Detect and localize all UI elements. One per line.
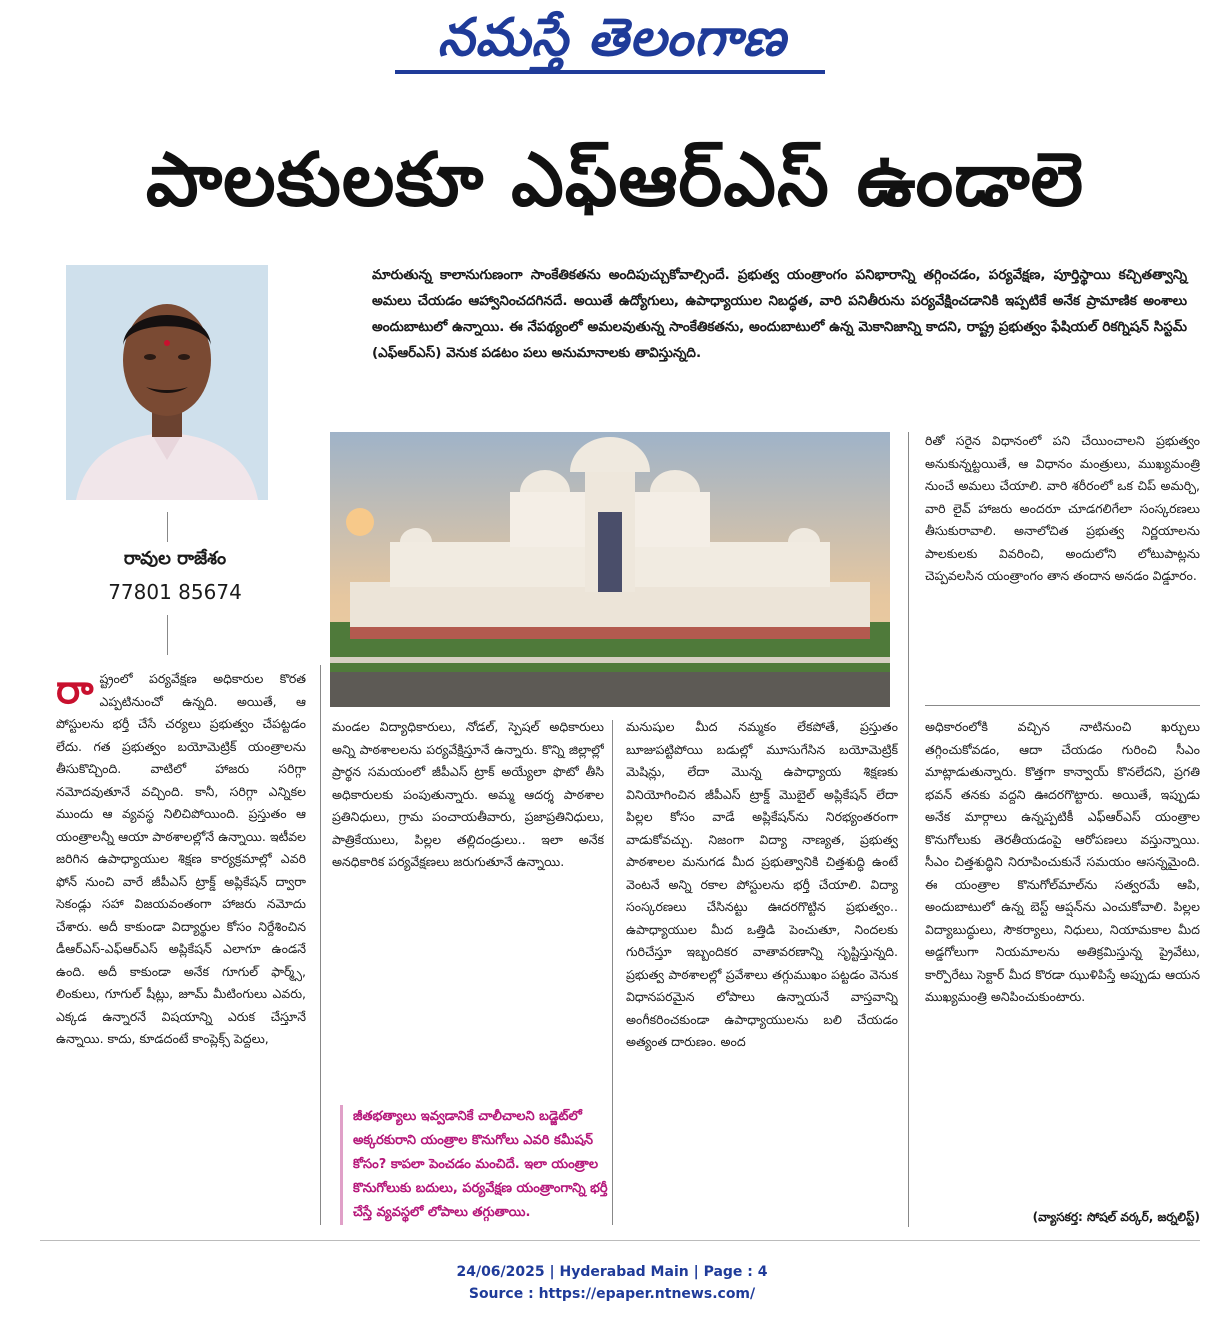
intro-paragraph: మారుతున్న కాలానుగుణంగా సాంకేతికతను అందిపుచ్చుకోవాల్సిందే. ప్రభుత్వ యంత్రాంగం పనిభారాన్ని తగ్గించడం, పర్యవేక్షణ, పూర్తిస్థాయి కచ్చితత్వాన్ని అమలు చేయడం ఆహ్వానించదగినదే. అయితే ఉద్యోగులు, ఉపాధ్యాయుల నిబద్ధత, వారి పనితీరును పర్యవేక్షించడానికి ఇప్పటికే అనేక ప్రామాణిక అంశాలు అందుబాటులో ఉన్నాయి. ఈ నేపథ్యంలో అమలవుతున్న సాంకేతికతను, అందుబాటులో ఉన్న మెకానిజాన్ని కాదని, రాష్ట్ర ప్రభుత్వం ఫేషియల్ రికగ్నిషన్ సిస్టమ్ (ఎఫ్‌ఆర్‌ఎస్) వెనుక పడటం పలు అనుమానాలకు తావిస్తున్నది. xyxy=(372,267,1187,361)
article-column-4-top: రితో సరైన విధానంలో పని చేయించాలని ప్రభుత్వం అనుకున్నట్టయితే, ఆ విధానం మంత్రులు, ముఖ్యమంత్రి నుంచే అమలు చేయాలి. వారి శరీరంలో ఒక చిప్ అమర్చి, వారి లైవ్ హాజరు అందరూ చూడగలిగేలా సంస్కరణలు తీసుకురావాలి. అనాలోచిత ప్రభుత్వ నిర్ణయాలను పాలకులకు వివరించి, అందులోని లోటుపాట్లను చెప్పవలసిన యంత్రాంగం తాన తందాన అనడం విడ్డూరం. xyxy=(925,433,1200,583)
masthead-logo: నమస్తే తెలంగాణ xyxy=(437,8,787,68)
footer-rule xyxy=(40,1240,1200,1241)
author-name: రావుల రాజేశం xyxy=(123,548,227,569)
pull-quote: జీతభత్యాలు ఇవ్వడానికే చాలీచాలని బడ్జెట్‌లో అక్కరకురాని యంత్రాల కొనుగోలు ఎవరి కమీషన్ కోసం? కాపలా పెంచడం మంచిదే. ఇలా యంత్రాల కొనుగోలుకు బదులు, పర్యవేక్షణ యంత్రాంగాన్ని భర్తీ చేస్తే వ్యవస్థలో లోపాలు తగ్గుతాయి. xyxy=(340,1105,615,1225)
article-headline: పాలకులకూ ఎఫ్‌ఆర్‌ఎస్ ఉండాలె xyxy=(145,137,1085,223)
article-column-1 xyxy=(56,668,306,1233)
author-phone: 77801 85674 xyxy=(108,580,242,604)
author-photo xyxy=(66,265,268,500)
masthead-underline xyxy=(395,70,825,74)
author-byline: (వ్యాసకర్త: సోషల్ వర్కర్, జర్నలిస్ట్) xyxy=(1032,1210,1200,1224)
author-divider-bottom xyxy=(167,615,168,655)
source-link[interactable]: Source : https://epaper.ntnews.com/ xyxy=(468,1286,756,1302)
article-column-4-bottom: అధికారంలోకి వచ్చిన నాటినుంచి ఖర్చులు తగ్గించుకోవడం, ఆదా చేయడం గురించి సీఎం మాట్లాడుతున్నారు. కొత్తగా కాన్వాయ్ కొనలేదని, ప్రగతి భవన్ తనకు వద్దని ఊదరగొట్టారు. అయితే, ఇప్పుడు అనేక మార్గాలు ఉన్నప్పటికీ ఎఫ్‌ఆర్‌ఎస్ యంత్రాల కొనుగోలుకు తెరతీయడంపై ఆరోపణలు వస్తున్నాయి. సీఎం చిత్తశుద్ధిని నిరూపించుకునే సమయం ఆసన్నమైంది. ఈ యంత్రాల కొనుగోల్‌మాల్‌ను సత్వరమే ఆపి, అందుబాటులో ఉన్న బెస్ట్ ఆప్షన్‌ను ఎంచుకోవాలి. పిల్లల విద్యాబుద్ధులు, సౌకర్యాలు, నిధులు, నియామకాల మీద అడ్డగోలుగా నియమాలను అతిక్రమిస్తున్న ప్రైవేటు, కార్పొరేటు సెక్టార్ మీద కొరడా ఝుళిపిస్తే అప్పుడు ఆయన ముఖ్యమంత్రి అనిపించుకుంటారు. xyxy=(925,719,1200,1004)
author-divider-top xyxy=(167,512,168,542)
article-column-2: మండల విద్యాధికారులు, నోడల్, స్పెషల్ అధికారులు అన్ని పాఠశాలలను పర్యవేక్షిస్తూనే ఉన్నారు. కొన్ని జిల్లాల్లో ప్రార్థన సమయంలో జీపీఎస్ ట్రాక్ అయ్యేలా ఫొటో తీసి అధికారులకు పంపుతున్నారు. అమ్మ ఆదర్శ పాఠశాల ప్రతినిధులు, గ్రామ పంచాయతీవారు, ప్రజాప్రతినిధులు, పాత్రికేయులు, పిల్లల తల్లిదండ్రులు.. ఇలా అనేక అనధికారిక పర్యవేక్షణలు జరుగుతూనే ఉన్నాయి. xyxy=(332,719,604,869)
column-1-text: ష్ట్రంలో పర్యవేక్షణ అధికారుల కొరత ఎప్పటినుంచో ఉన్నది. అయితే, ఆ పోస్టులను భర్తీ చేసే చర్యలు ప్రభుత్వం చేపట్టడం లేదు. గత ప్రభుత్వం బయోమెట్రిక్ యంత్రాలను తీసుకొచ్చింది. వాటిలో హాజరు సరిగ్గా నమోదవుతూనే వచ్చింది. కానీ, సరిగ్గా ఎన్నికల ముందు ఆ వ్యవస్థ నిలిచిపోయింది. ప్రస్తుతం ఆ యంత్రాలన్నీ ఆయా పాఠశాలల్లోనే ఉన్నాయి. ఇటీవల జరిగిన ఉపాధ్యాయుల శిక్షణ కార్యక్రమాల్లో ఎవరి ఫోన్ నుంచి వారే జీపీఎస్ ట్రాక్డ్ అప్లికేషన్ ద్వారా సెకండ్లు సహా విజయవంతంగా హాజరు నమోదు చేశారు. అదీ కాకుండా విద్యార్థుల కోసం నిర్దేశించిన డీఆర్‌ఎస్-ఎఫ్‌ఆర్‌ఎస్ అప్లికేషన్ ఎలాగూ ఉండనే ఉంది. అదీ కాకుండా అనేక గూగుల్ ఫార్మ్స్, లింకులు, గూగుల్ షీట్లు, జూమ్ మీటింగులు ఎవరు, ఎక్కడ ఉన్నారనే విషయాన్ని ఎరుక చేస్తూనే ఉన్నాయి. కాదు, కూడదంటే కాంప్లెక్స్ పెద్దలు, xyxy=(56,671,306,1046)
article-column-3: మనుషుల మీద నమ్మకం లేకపోతే, ప్రస్తుతం బూజుపట్టిపోయి బడుల్లో మూసుగేసిన బయోమెట్రిక్ మెషిన్లు, లేదా మొన్న ఉపాధ్యాయ శిక్షణకు వినియోగించిన జీపీఎస్ ట్రాక్డ్ మొబైల్ అప్లికేషన్ లేదా పిల్లల కోసం వాడే అప్లికేషన్‌ను నిరభ్యంతరంగా వాడుకోవచ్చు. నిజంగా విద్యా నాణ్యత, ప్రభుత్వ పాఠశాలల మనుగడ మీద ప్రభుత్వానికి చిత్తశుద్ధి ఉంటే వెంటనే అన్ని రకాల పోస్టులను భర్తీ చేయాలి. విద్యా సంస్కరణలు చేసినట్టు ఊదరగొట్టిన ప్రభుత్వం.. ఉపాధ్యాయుల మీద ఒత్తిడి పెంచుతూ, నిందలకు గురిచేస్తూ ఇబ్బందికర వాతావరణాన్ని సృష్టిస్తున్నది. ప్రభుత్వ పాఠశాలల్లో ప్రవేశాలు తగ్గుముఖం పట్టడం వెనుక విధానపరమైన లోపాలు ఉన్నాయనే వాస్తవాన్ని అంగీకరించకుండా ఉపాధ్యాయులను బలి చేయడం అత్యంత దారుణం. అంద xyxy=(626,719,898,1049)
column4-separator xyxy=(925,705,1200,706)
secretariat-photo xyxy=(330,432,890,707)
edition-info: 24/06/2025 | Hyderabad Main | Page : 4 xyxy=(456,1264,768,1280)
portrait-illustration xyxy=(66,265,268,500)
dropcap: రా xyxy=(56,668,94,713)
column-rule-3 xyxy=(908,432,909,1227)
building-illustration xyxy=(330,432,890,707)
column-rule-1 xyxy=(320,665,321,1225)
